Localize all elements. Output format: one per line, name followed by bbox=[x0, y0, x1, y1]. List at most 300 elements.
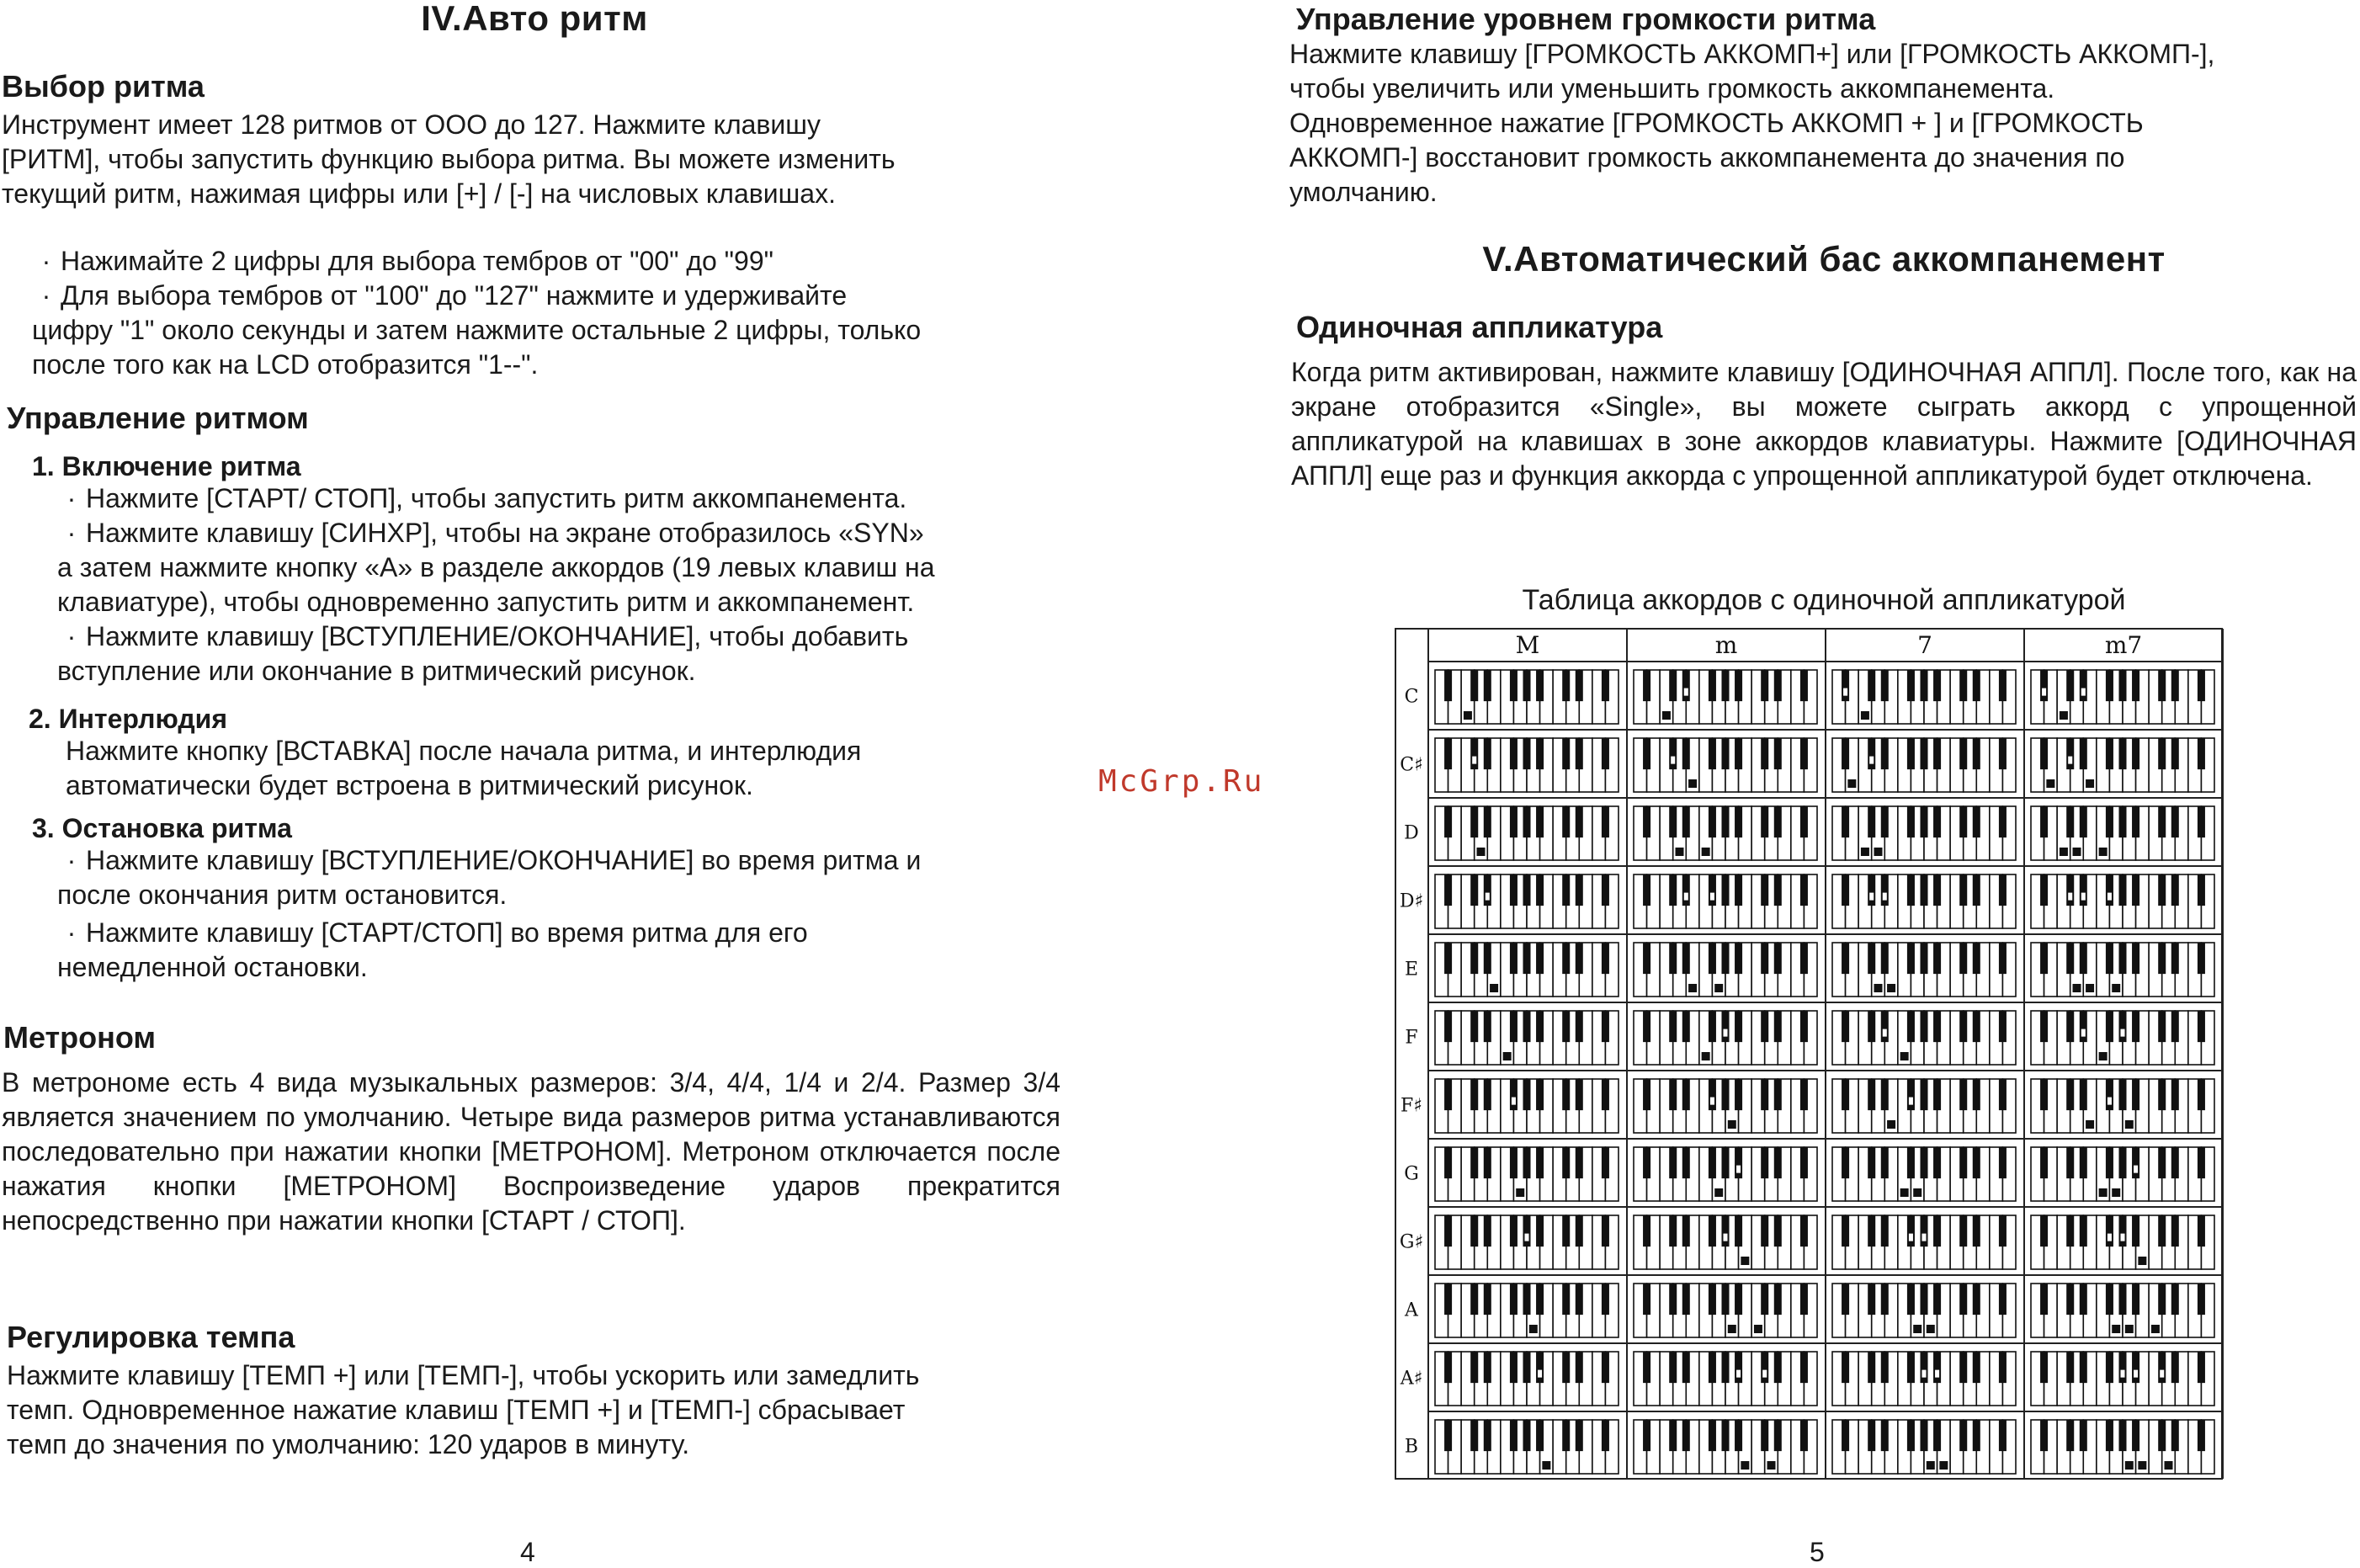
black-key bbox=[1709, 1284, 1716, 1315]
black-key bbox=[1682, 1079, 1690, 1110]
black-key bbox=[1999, 874, 2007, 906]
black-key bbox=[1761, 1420, 1768, 1451]
keyboard-diagram bbox=[1435, 1079, 1619, 1133]
black-key bbox=[1602, 943, 1609, 974]
black-key bbox=[1800, 1352, 1808, 1383]
black-key bbox=[2198, 1011, 2205, 1042]
black-key bbox=[1643, 1147, 1650, 1178]
black-key bbox=[2158, 738, 2166, 769]
text-line: текущий ритм, нажимая цифры или [+] / [-] на числовых клавишах. bbox=[2, 178, 836, 209]
pressed-key-mark bbox=[2120, 1369, 2125, 1378]
black-key bbox=[2066, 1011, 2074, 1042]
pressed-key-mark bbox=[1542, 1461, 1550, 1470]
black-key bbox=[1881, 1147, 1889, 1178]
black-key bbox=[1735, 806, 1742, 837]
black-key bbox=[2171, 874, 2179, 906]
pressed-key-mark bbox=[2081, 688, 2086, 696]
black-key bbox=[1721, 1352, 1729, 1383]
pressed-key-mark bbox=[1900, 1188, 1909, 1197]
black-key bbox=[1973, 1079, 1980, 1110]
pressed-key-mark bbox=[1683, 688, 1688, 696]
black-key bbox=[1735, 1215, 1742, 1246]
black-key bbox=[1842, 943, 1849, 974]
black-key bbox=[1484, 670, 1491, 701]
black-key bbox=[1973, 1215, 1980, 1246]
pressed-key-mark bbox=[1662, 711, 1671, 720]
chord-table bbox=[1395, 628, 2224, 1480]
black-key bbox=[2171, 1079, 2179, 1110]
black-key bbox=[2066, 1352, 2074, 1383]
black-key bbox=[2040, 1147, 2048, 1178]
pressed-key-mark bbox=[2068, 892, 2073, 901]
black-key bbox=[1881, 1420, 1889, 1451]
black-key bbox=[1470, 1147, 1478, 1178]
keyboard-diagram bbox=[1435, 738, 1619, 792]
black-key bbox=[1602, 738, 1609, 769]
black-key bbox=[1933, 1284, 1941, 1315]
text-line: Нажмите клавишу [ТЕМП +] или [ТЕМП-], чтобы ускорить или замедлить bbox=[7, 1360, 920, 1390]
black-key bbox=[2171, 670, 2179, 701]
text-line: Инструмент имеет 128 ритмов от ООО до 127. Нажмите клавишу bbox=[2, 109, 821, 140]
pressed-key-mark bbox=[1927, 1461, 1935, 1470]
black-key bbox=[2080, 1147, 2087, 1178]
bullet-dot: · bbox=[41, 280, 51, 311]
row-label: F bbox=[1405, 1027, 1418, 1049]
black-key bbox=[2132, 738, 2139, 769]
keyboard-diagram bbox=[1634, 1147, 1817, 1201]
black-key bbox=[1484, 943, 1491, 974]
black-key bbox=[1735, 1284, 1742, 1315]
black-key bbox=[2080, 1079, 2087, 1110]
keyboard-diagram bbox=[1634, 1284, 1817, 1337]
black-key bbox=[1562, 738, 1570, 769]
row-label: G♯ bbox=[1399, 1231, 1424, 1253]
black-key bbox=[1576, 670, 1583, 701]
black-key bbox=[1721, 874, 1729, 906]
black-key bbox=[2132, 670, 2139, 701]
black-key bbox=[1907, 1011, 1915, 1042]
black-key bbox=[1682, 1352, 1690, 1383]
black-key bbox=[2040, 1352, 2048, 1383]
black-key bbox=[1842, 1147, 1849, 1178]
black-key bbox=[1536, 738, 1544, 769]
black-key bbox=[1536, 874, 1544, 906]
keyboard-diagram bbox=[1832, 738, 2016, 792]
black-key bbox=[1933, 1079, 1941, 1110]
interlude-text bbox=[66, 734, 1067, 803]
black-key bbox=[1576, 1420, 1583, 1451]
black-key bbox=[1761, 738, 1768, 769]
bullet-continuation: после окончания ритм остановится. bbox=[57, 880, 508, 910]
black-key bbox=[2171, 943, 2179, 974]
black-key bbox=[1444, 1079, 1452, 1110]
heading-rhythm-control: Управление ритмом bbox=[7, 401, 309, 435]
pressed-key-mark bbox=[2125, 1120, 2134, 1129]
pressed-key-mark bbox=[1843, 688, 1848, 696]
pressed-key-mark bbox=[1503, 1052, 1512, 1060]
bullet-dot: · bbox=[66, 845, 77, 875]
watermark: McGrp.Ru bbox=[1098, 764, 1265, 799]
black-key bbox=[1959, 874, 1967, 906]
black-key bbox=[1800, 806, 1808, 837]
black-key bbox=[1881, 1352, 1889, 1383]
pressed-key-mark bbox=[1723, 1233, 1728, 1241]
black-key bbox=[1643, 1215, 1650, 1246]
black-key bbox=[2118, 738, 2126, 769]
single-finger-text: Когда ритм активирован, нажмите клавишу [ОДИНОЧНАЯ АППЛ]. После того, как на экране отобразится «Single», вы можете сыграть аккорд с упрощенной аппликатурой на клавишах в зоне аккордов клавиатуры. Нажмите [ОДИНОЧНАЯ АППЛ] еще раз и функция аккорда с упрощенной аппликатурой будет отключена. bbox=[1291, 357, 2357, 491]
black-key bbox=[1868, 670, 1875, 701]
black-key bbox=[1959, 943, 1967, 974]
black-key bbox=[1669, 806, 1677, 837]
black-key bbox=[1774, 806, 1782, 837]
black-key bbox=[1735, 738, 1742, 769]
black-key bbox=[1774, 1215, 1782, 1246]
black-key bbox=[1602, 1011, 1609, 1042]
black-key bbox=[2198, 874, 2205, 906]
black-key bbox=[1920, 943, 1927, 974]
black-key bbox=[1868, 1420, 1875, 1451]
black-key bbox=[1959, 1147, 1967, 1178]
black-key bbox=[1959, 806, 1967, 837]
pressed-key-mark bbox=[1709, 892, 1714, 901]
keyboard-diagram bbox=[1634, 1215, 1817, 1269]
black-key bbox=[1510, 806, 1518, 837]
black-key bbox=[2171, 1352, 2179, 1383]
black-key bbox=[1709, 738, 1716, 769]
pressed-key-mark bbox=[2081, 1029, 2086, 1037]
black-key bbox=[1682, 1011, 1690, 1042]
black-key bbox=[1536, 1284, 1544, 1315]
black-key bbox=[1842, 874, 1849, 906]
black-key bbox=[1973, 1420, 1980, 1451]
black-key bbox=[2171, 1011, 2179, 1042]
black-key bbox=[1470, 943, 1478, 974]
black-key bbox=[1470, 1079, 1478, 1110]
black-key bbox=[1444, 1147, 1452, 1178]
black-key bbox=[2106, 943, 2113, 974]
black-key bbox=[2158, 943, 2166, 974]
pressed-key-mark bbox=[1688, 779, 1697, 788]
black-key bbox=[1602, 1147, 1609, 1178]
keyboard-diagram bbox=[1435, 874, 1619, 928]
black-key bbox=[1842, 806, 1849, 837]
black-key bbox=[1643, 1284, 1650, 1315]
pressed-key-mark bbox=[1702, 1052, 1710, 1060]
black-key bbox=[1576, 1352, 1583, 1383]
black-key bbox=[1920, 1011, 1927, 1042]
black-key bbox=[1484, 1215, 1491, 1246]
black-key bbox=[1484, 1147, 1491, 1178]
pressed-key-mark bbox=[1754, 1325, 1762, 1333]
item-title-interlude: 2. Интерлюдия bbox=[29, 704, 228, 734]
black-key bbox=[1682, 1420, 1690, 1451]
black-key bbox=[1761, 1284, 1768, 1315]
black-key bbox=[1709, 943, 1716, 974]
pressed-key-mark bbox=[2086, 1120, 2094, 1129]
black-key bbox=[1510, 1352, 1518, 1383]
black-key bbox=[2080, 1215, 2087, 1246]
keyboard-diagram bbox=[1634, 874, 1817, 928]
black-key bbox=[1920, 1147, 1927, 1178]
keyboard-diagram bbox=[2031, 1420, 2214, 1474]
bullet-continuation: а затем нажмите кнопку «А» в разделе аккордов (19 левых клавиш на bbox=[57, 552, 935, 582]
black-key bbox=[1881, 738, 1889, 769]
pressed-key-mark bbox=[2125, 1325, 2134, 1333]
black-key bbox=[2118, 874, 2126, 906]
black-key bbox=[1761, 943, 1768, 974]
black-key bbox=[2106, 738, 2113, 769]
black-key bbox=[1536, 806, 1544, 837]
black-key bbox=[1842, 1420, 1849, 1451]
black-key bbox=[1868, 1352, 1875, 1383]
row-label: C♯ bbox=[1400, 754, 1423, 776]
pressed-key-mark bbox=[2112, 984, 2120, 992]
black-key bbox=[1576, 1147, 1583, 1178]
keyboard-diagram bbox=[1832, 1284, 2016, 1337]
black-key bbox=[1682, 1215, 1690, 1246]
black-key bbox=[1920, 738, 1927, 769]
heading-single-finger: Одиночная аппликатура bbox=[1296, 310, 1663, 344]
keyboard-diagram bbox=[1832, 874, 2016, 928]
item-title-rhythm-stop: 3. Остановка ритма bbox=[32, 813, 292, 843]
black-key bbox=[2118, 1284, 2126, 1315]
black-key bbox=[1523, 670, 1530, 701]
black-key bbox=[1920, 670, 1927, 701]
keyboard-diagram bbox=[2031, 1215, 2214, 1269]
keyboard-diagram bbox=[2031, 1284, 2214, 1337]
pressed-key-mark bbox=[1538, 1369, 1543, 1378]
black-key bbox=[1510, 1011, 1518, 1042]
pressed-key-mark bbox=[1741, 1257, 1749, 1265]
black-key bbox=[1643, 1011, 1650, 1042]
black-key bbox=[1470, 670, 1478, 701]
pressed-key-mark bbox=[1683, 892, 1688, 901]
black-key bbox=[1920, 874, 1927, 906]
black-key bbox=[1881, 943, 1889, 974]
keyboard-diagram bbox=[2031, 874, 2214, 928]
rhythm-select-bullets bbox=[32, 244, 1067, 382]
black-key bbox=[1470, 1352, 1478, 1383]
black-key bbox=[1484, 806, 1491, 837]
black-key bbox=[2132, 1420, 2139, 1451]
tempo-text bbox=[7, 1358, 1067, 1462]
keyboard-diagram bbox=[1634, 1011, 1817, 1065]
black-key bbox=[1999, 806, 2007, 837]
black-key bbox=[1735, 1420, 1742, 1451]
row-label: E bbox=[1404, 959, 1419, 981]
black-key bbox=[1510, 1284, 1518, 1315]
keyboard-diagram bbox=[1634, 670, 1817, 724]
keyboard-diagram bbox=[1634, 806, 1817, 860]
black-key bbox=[1907, 1147, 1915, 1178]
black-key bbox=[1576, 874, 1583, 906]
black-key bbox=[2066, 1215, 2074, 1246]
black-key bbox=[1669, 1079, 1677, 1110]
black-key bbox=[1907, 1420, 1915, 1451]
black-key bbox=[2171, 1420, 2179, 1451]
pressed-key-mark bbox=[1714, 984, 1723, 992]
black-key bbox=[2158, 1420, 2166, 1451]
pressed-key-mark bbox=[2120, 1029, 2125, 1037]
pressed-key-mark bbox=[2086, 779, 2094, 788]
black-key bbox=[1682, 738, 1690, 769]
pressed-key-mark bbox=[2081, 892, 2086, 901]
black-key bbox=[2118, 1079, 2126, 1110]
black-key bbox=[1484, 1352, 1491, 1383]
black-key bbox=[2171, 1215, 2179, 1246]
pressed-key-mark bbox=[1900, 1052, 1909, 1060]
pressed-key-mark bbox=[2068, 756, 2073, 764]
black-key bbox=[2132, 1011, 2139, 1042]
black-key bbox=[1800, 1420, 1808, 1451]
row-label: G bbox=[1404, 1163, 1419, 1185]
black-key bbox=[1973, 738, 1980, 769]
bullet-continuation: клавиатуре), чтобы одновременно запустить ритм и аккомпанемент. bbox=[57, 587, 915, 617]
black-key bbox=[1510, 1215, 1518, 1246]
black-key bbox=[1576, 1079, 1583, 1110]
black-key bbox=[1576, 1215, 1583, 1246]
pressed-key-mark bbox=[2099, 1052, 2108, 1060]
black-key bbox=[1669, 1147, 1677, 1178]
black-key bbox=[1735, 670, 1742, 701]
black-key bbox=[1682, 1284, 1690, 1315]
black-key bbox=[1709, 670, 1716, 701]
black-key bbox=[1721, 806, 1729, 837]
black-key bbox=[1444, 1284, 1452, 1315]
black-key bbox=[1868, 1147, 1875, 1178]
column-header: 7 bbox=[1917, 631, 1932, 659]
black-key bbox=[1721, 1284, 1729, 1315]
pressed-key-mark bbox=[1762, 1369, 1767, 1378]
black-key bbox=[1523, 1011, 1530, 1042]
row-label: C bbox=[1404, 686, 1419, 708]
black-key bbox=[1536, 1079, 1544, 1110]
black-key bbox=[1576, 943, 1583, 974]
black-key bbox=[2080, 738, 2087, 769]
pressed-key-mark bbox=[2107, 892, 2112, 901]
heading-tempo: Регулировка темпа bbox=[7, 1320, 295, 1354]
black-key bbox=[2066, 1284, 2074, 1315]
black-key bbox=[1907, 1352, 1915, 1383]
black-key bbox=[1444, 1420, 1452, 1451]
black-key bbox=[1470, 1284, 1478, 1315]
black-key bbox=[1881, 806, 1889, 837]
black-key bbox=[2080, 806, 2087, 837]
black-key bbox=[1920, 1284, 1927, 1315]
black-key bbox=[1669, 943, 1677, 974]
keyboard-diagram bbox=[1634, 1352, 1817, 1406]
black-key bbox=[1999, 1215, 2007, 1246]
black-key bbox=[2132, 874, 2139, 906]
black-key bbox=[1576, 1011, 1583, 1042]
black-key bbox=[1709, 1352, 1716, 1383]
pressed-key-mark bbox=[1913, 1188, 1921, 1197]
black-key bbox=[1774, 1147, 1782, 1178]
black-key bbox=[1933, 1011, 1941, 1042]
black-key bbox=[1523, 1147, 1530, 1178]
black-key bbox=[1868, 1215, 1875, 1246]
black-key bbox=[1933, 1147, 1941, 1178]
black-key bbox=[1510, 1147, 1518, 1178]
black-key bbox=[1602, 1079, 1609, 1110]
black-key bbox=[2158, 806, 2166, 837]
black-key bbox=[1602, 874, 1609, 906]
pressed-key-mark bbox=[1921, 1369, 1927, 1378]
black-key bbox=[1973, 943, 1980, 974]
black-key bbox=[1920, 1420, 1927, 1451]
black-key bbox=[1907, 738, 1915, 769]
black-key bbox=[1444, 1215, 1452, 1246]
bullet-dot: · bbox=[66, 518, 77, 548]
black-key bbox=[2118, 806, 2126, 837]
pressed-key-mark bbox=[1490, 984, 1498, 992]
pressed-key-mark bbox=[2107, 1097, 2112, 1105]
pressed-key-mark bbox=[1887, 984, 1895, 992]
black-key bbox=[2198, 1215, 2205, 1246]
pressed-key-mark bbox=[2046, 779, 2054, 788]
black-key bbox=[2080, 1352, 2087, 1383]
row-label: A bbox=[1405, 1300, 1418, 1321]
black-key bbox=[1761, 1147, 1768, 1178]
black-key bbox=[1709, 1420, 1716, 1451]
black-key bbox=[2040, 1079, 2048, 1110]
black-key bbox=[1562, 1147, 1570, 1178]
black-key bbox=[1800, 670, 1808, 701]
bullet-item bbox=[57, 916, 1067, 950]
black-key bbox=[1868, 806, 1875, 837]
keyboard-diagram bbox=[1435, 1011, 1619, 1065]
black-key bbox=[1774, 1420, 1782, 1451]
pressed-key-mark bbox=[2099, 848, 2108, 856]
pressed-key-mark bbox=[2060, 848, 2068, 856]
black-key bbox=[1523, 1420, 1530, 1451]
black-key bbox=[1881, 1215, 1889, 1246]
black-key bbox=[1444, 1352, 1452, 1383]
black-key bbox=[1721, 670, 1729, 701]
black-key bbox=[1907, 670, 1915, 701]
black-key bbox=[1959, 670, 1967, 701]
keyboard-diagram bbox=[2031, 943, 2214, 997]
black-key bbox=[1470, 1420, 1478, 1451]
black-key bbox=[1669, 1284, 1677, 1315]
black-key bbox=[1484, 738, 1491, 769]
black-key bbox=[2132, 1079, 2139, 1110]
black-key bbox=[1523, 874, 1530, 906]
keyboard-diagram bbox=[2031, 1352, 2214, 1406]
black-key bbox=[1721, 1420, 1729, 1451]
text-line: чтобы увеличить или уменьшить громкость аккомпанемента. bbox=[1289, 73, 2055, 104]
bullet-item bbox=[57, 516, 1067, 550]
black-key bbox=[2158, 1215, 2166, 1246]
black-key bbox=[1602, 670, 1609, 701]
pressed-key-mark bbox=[1676, 848, 1684, 856]
black-key bbox=[1959, 1352, 1967, 1383]
black-key bbox=[1999, 1011, 2007, 1042]
black-key bbox=[1562, 1284, 1570, 1315]
heading-rhythm-select: Выбор ритма bbox=[2, 69, 205, 104]
black-key bbox=[1643, 1352, 1650, 1383]
page-number-right: 5 bbox=[1810, 1537, 1825, 1567]
bullet-dot: · bbox=[66, 483, 77, 513]
black-key bbox=[1721, 943, 1729, 974]
black-key bbox=[1842, 1079, 1849, 1110]
pressed-key-mark bbox=[1709, 1097, 1714, 1105]
text-line: Одновременное нажатие [ГРОМКОСТЬ АККОМП + ] и [ГРОМКОСТЬ bbox=[1289, 108, 2144, 138]
black-key bbox=[1868, 1284, 1875, 1315]
black-key bbox=[1444, 943, 1452, 974]
keyboard-diagram bbox=[1832, 1079, 2016, 1133]
black-key bbox=[2132, 1215, 2139, 1246]
